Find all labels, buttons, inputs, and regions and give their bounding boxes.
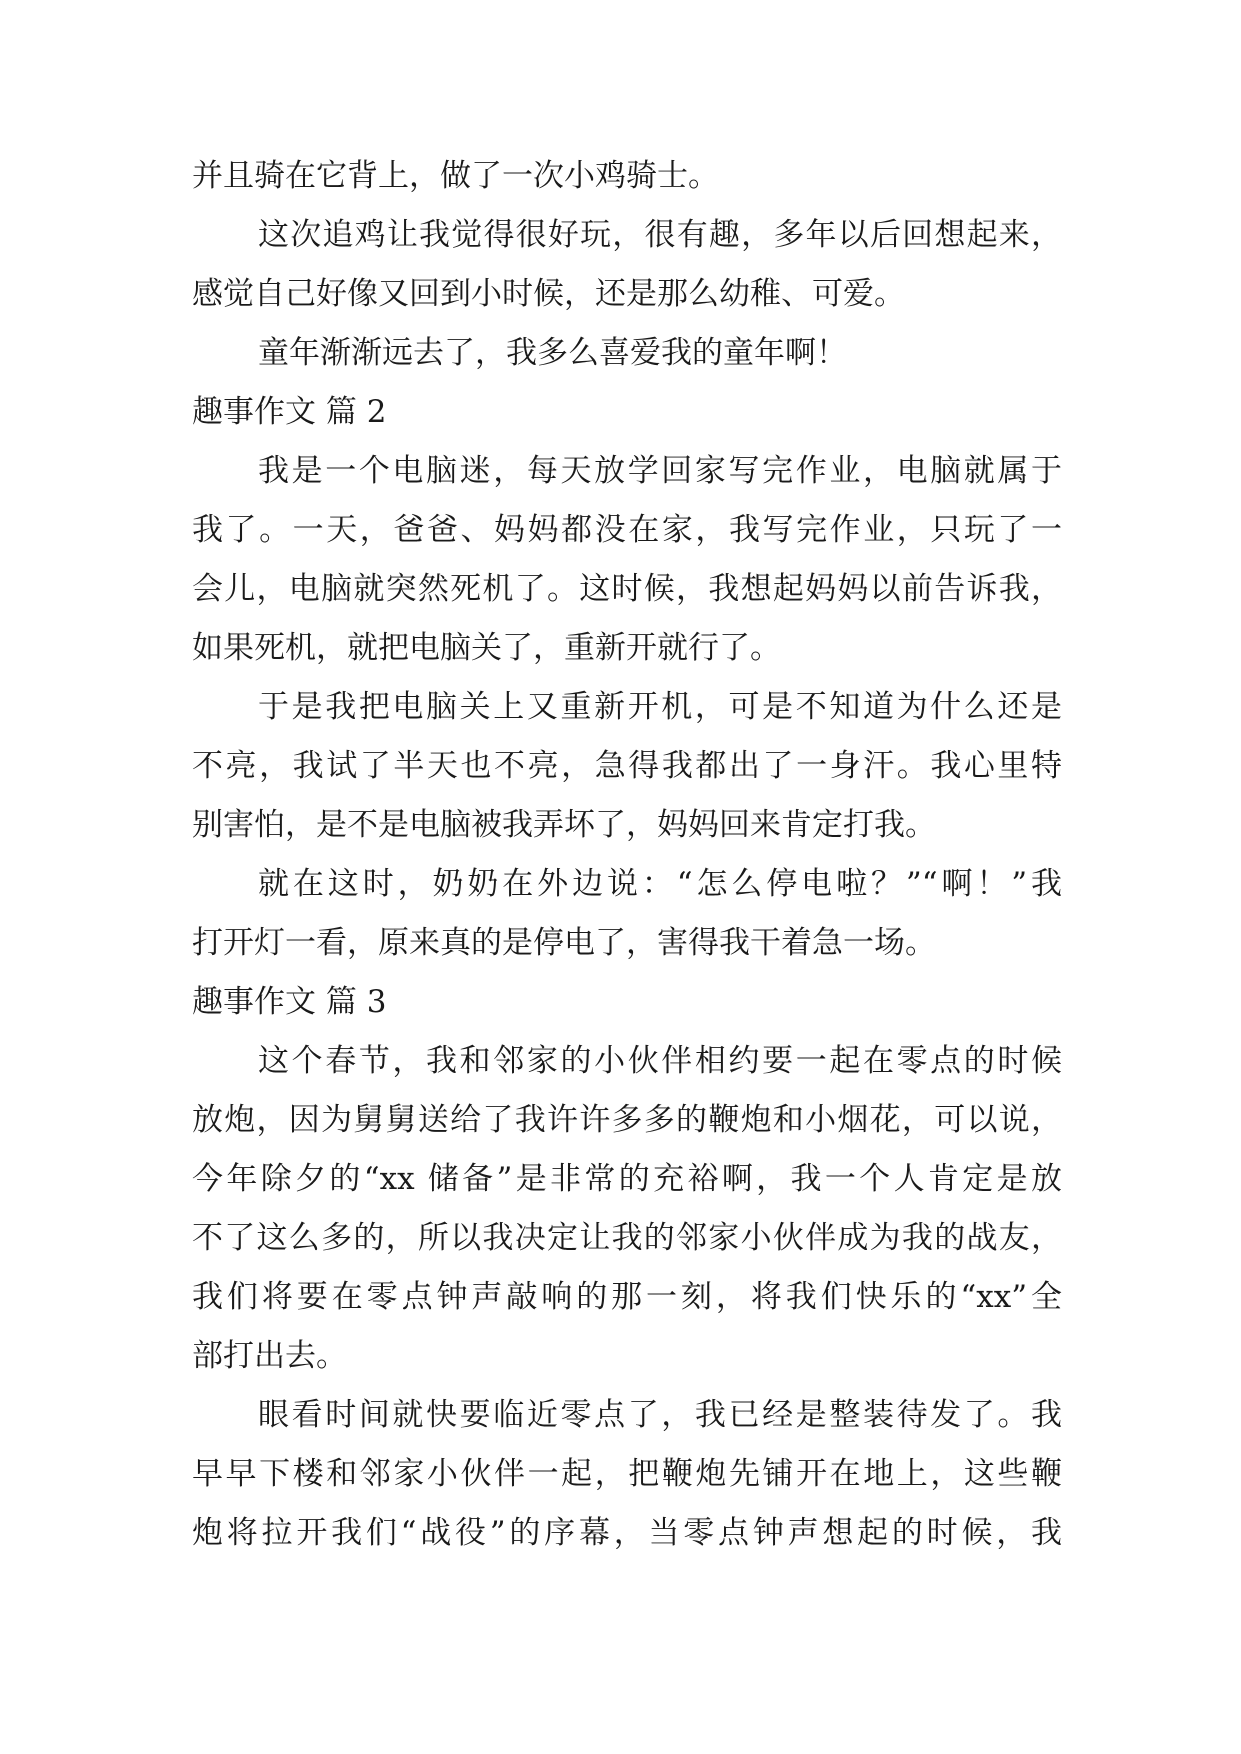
text-line: 我了。一天，爸爸、妈妈都没在家，我写完作业，只玩了一 [192, 512, 1062, 548]
text-line: 我是一个电脑迷，每天放学回家写完作业，电脑就属于 [258, 453, 1062, 489]
text-line: 炮将拉开我们“战役”的序幕，当零点钟声想起的时候，我 [192, 1515, 1062, 1551]
text-line: 感觉自己好像又回到小时候，还是那么幼稚、可爱。 [192, 276, 905, 312]
text-line: 这个春节，我和邻家的小伙伴相约要一起在零点的时候 [258, 1043, 1062, 1079]
text-line: 如果死机，就把电脑关了，重新开就行了。 [192, 630, 781, 666]
text-line: 早早下楼和邻家小伙伴一起，把鞭炮先铺开在地上，这些鞭 [192, 1456, 1062, 1492]
text-line: 我们将要在零点钟声敲响的那一刻，将我们快乐的“xx”全 [192, 1279, 1062, 1315]
text-line: 不亮，我试了半天也不亮，急得我都出了一身汗。我心里特 [192, 748, 1062, 784]
text-line: 打开灯一看，原来真的是停电了，害得我干着急一场。 [192, 925, 936, 961]
section-heading: 趣事作文 篇 2 [192, 394, 387, 430]
text-line: 不了这么多的，所以我决定让我的邻家小伙伴成为我的战友， [192, 1220, 1062, 1256]
text-line: 眼看时间就快要临近零点了，我已经是整装待发了。我 [258, 1397, 1062, 1433]
text-line: 并且骑在它背上，做了一次小鸡骑士。 [192, 158, 719, 194]
text-line: 于是我把电脑关上又重新开机，可是不知道为什么还是 [258, 689, 1062, 725]
text-line: 就在这时，奶奶在外边说：“怎么停电啦？”“啊！”我 [258, 866, 1062, 902]
section-heading: 趣事作文 篇 3 [192, 984, 387, 1020]
text-line: 童年渐渐远去了，我多么喜爱我的童年啊！ [258, 335, 847, 371]
text-line: 部打出去。 [192, 1338, 347, 1374]
text-line: 会儿，电脑就突然死机了。这时候，我想起妈妈以前告诉我， [192, 571, 1062, 607]
text-line: 放炮，因为舅舅送给了我许许多多的鞭炮和小烟花，可以说， [192, 1102, 1062, 1138]
text-line: 别害怕，是不是电脑被我弄坏了，妈妈回来肯定打我。 [192, 807, 936, 843]
text-line: 今年除夕的“xx 储备”是非常的充裕啊，我一个人肯定是放 [192, 1161, 1062, 1197]
text-line: 这次追鸡让我觉得很好玩，很有趣，多年以后回想起来， [258, 217, 1062, 253]
